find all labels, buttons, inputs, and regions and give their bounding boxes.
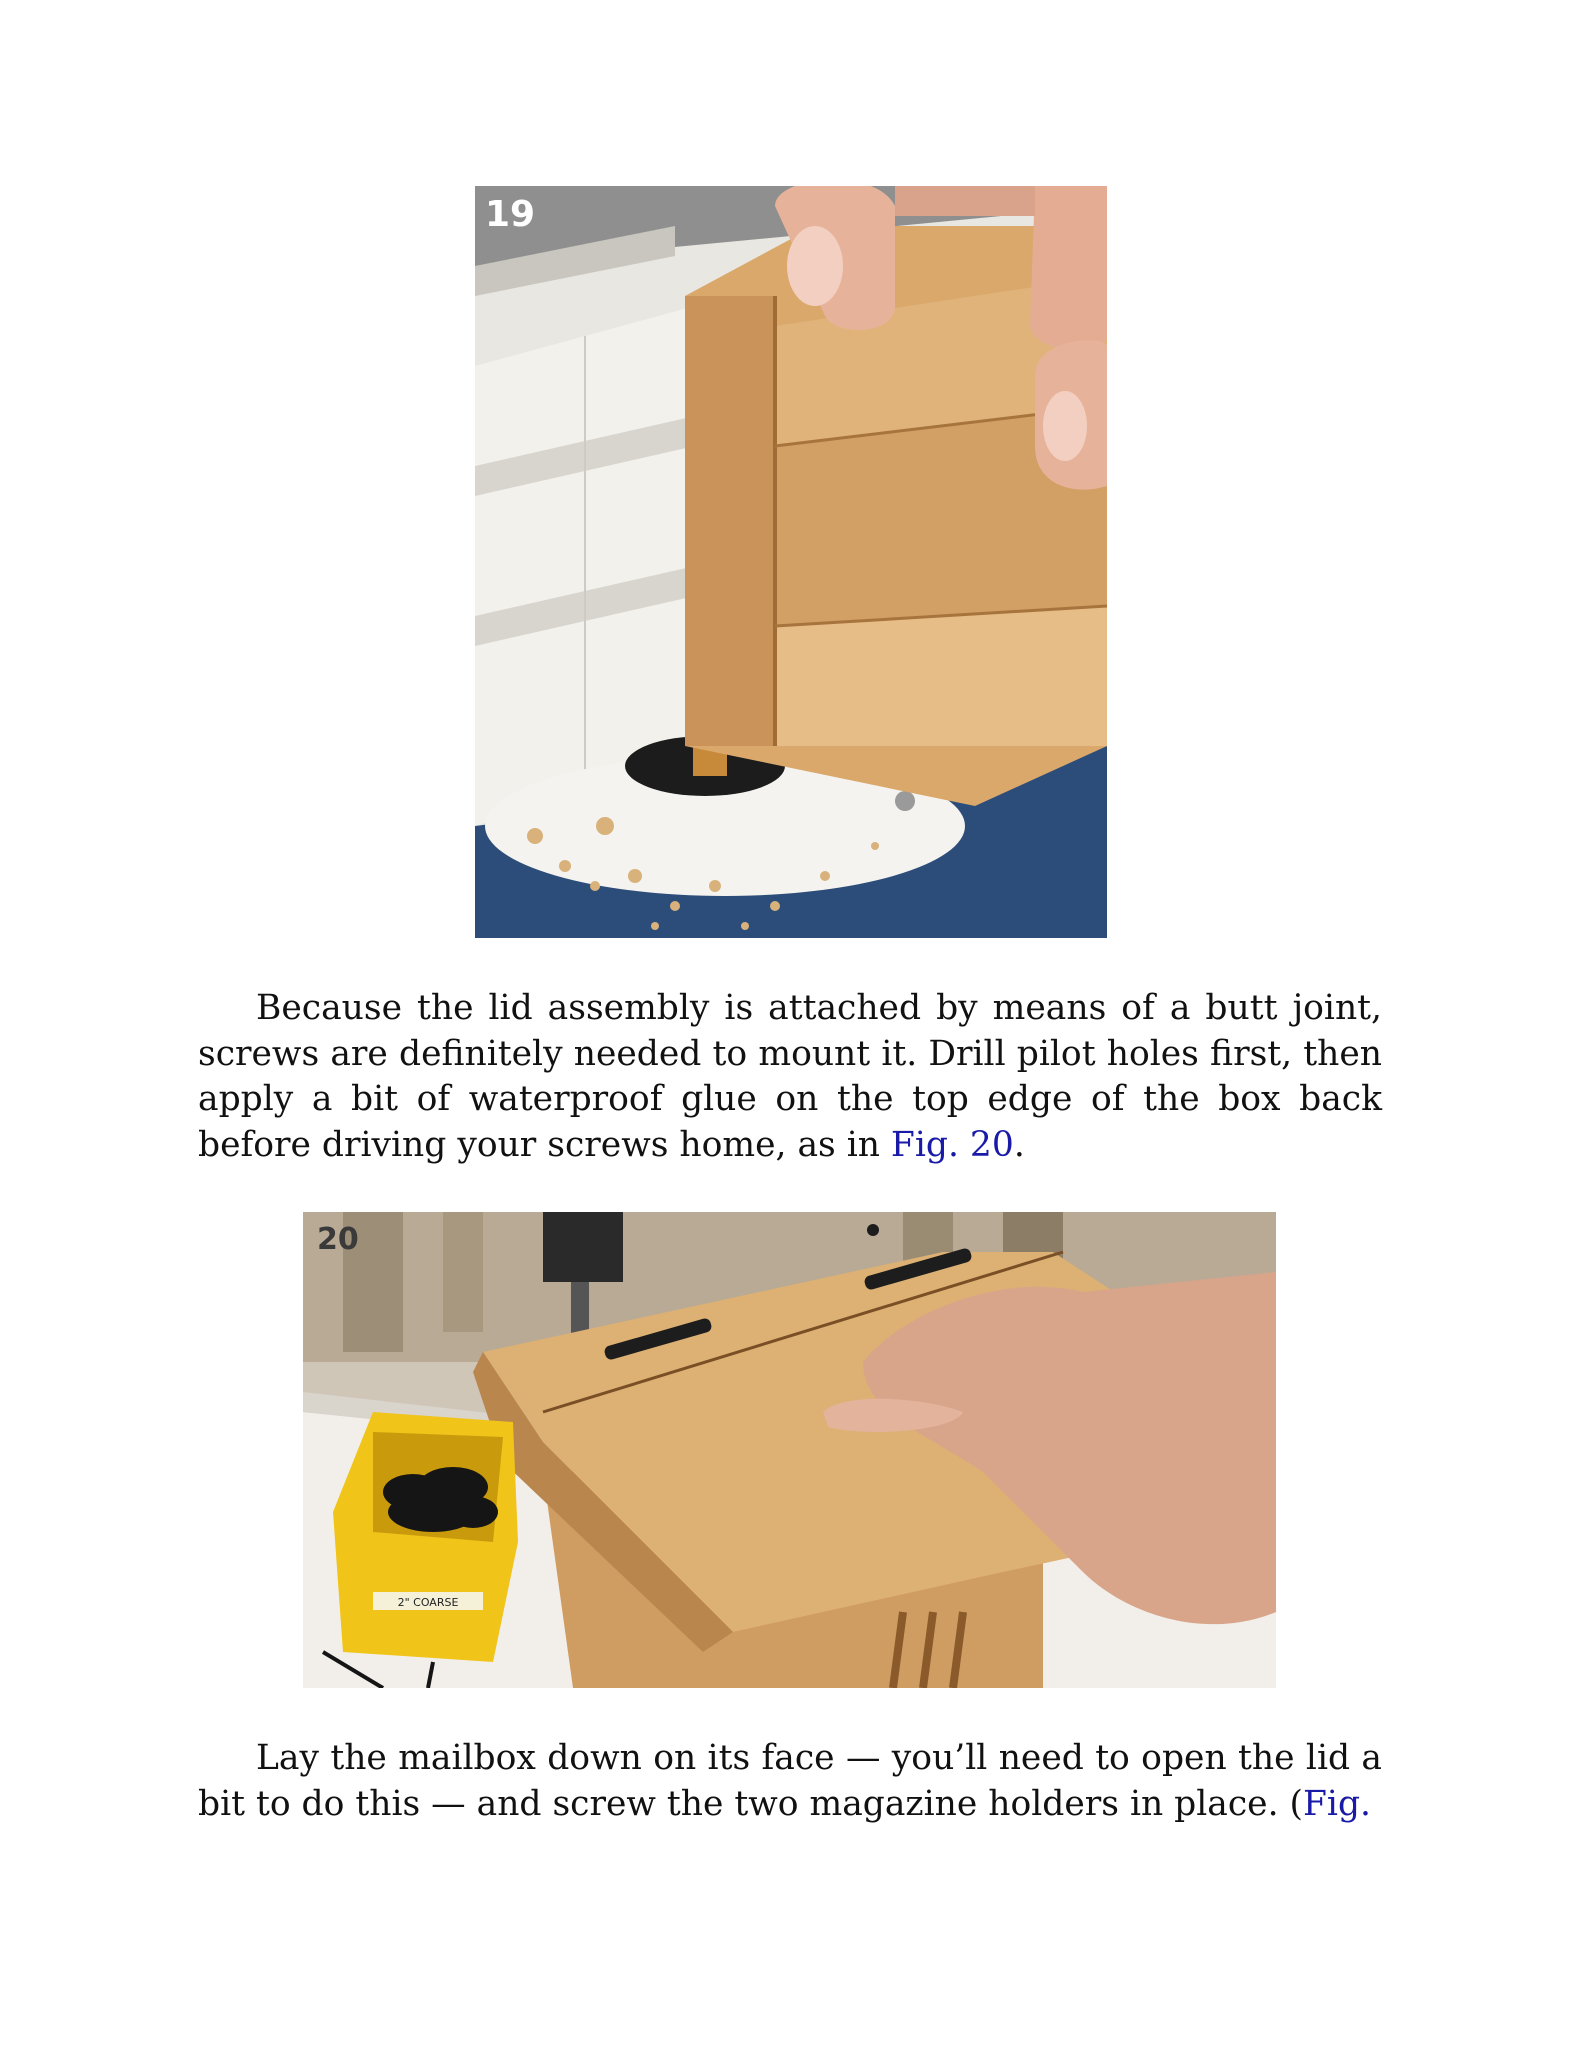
paragraph-1-tail: . bbox=[1013, 1124, 1025, 1165]
figure-19-number: 19 bbox=[485, 194, 536, 235]
bin-label: 2" COARSE bbox=[397, 1596, 459, 1609]
figure-20-number: 20 bbox=[317, 1222, 359, 1257]
figure-20-illustration bbox=[303, 1212, 1276, 1688]
figure-next-link[interactable]: Fig. bbox=[1302, 1783, 1372, 1824]
body-paragraph-1 bbox=[198, 986, 1382, 1168]
figure-20-photo bbox=[303, 1212, 1276, 1688]
figure-20-link[interactable]: Fig. 20 bbox=[890, 1124, 1014, 1165]
body-paragraph-2 bbox=[198, 1736, 1382, 1827]
figure-19-illustration bbox=[475, 186, 1107, 938]
paragraph-1-text: Because the lid assembly is attached by means of a butt joint, screws are definitely needed to mount it. Drill pilot holes first, then apply a bit of waterproof glue on the top edge of the box back before driving your screws home, as in bbox=[198, 988, 1382, 1165]
paragraph-2-text: Lay the mailbox down on its face — you’ll need to open the lid a bit to do this — and screw the two magazine holders in place. ( bbox=[198, 1738, 1382, 1824]
figure-19-photo bbox=[475, 186, 1107, 938]
